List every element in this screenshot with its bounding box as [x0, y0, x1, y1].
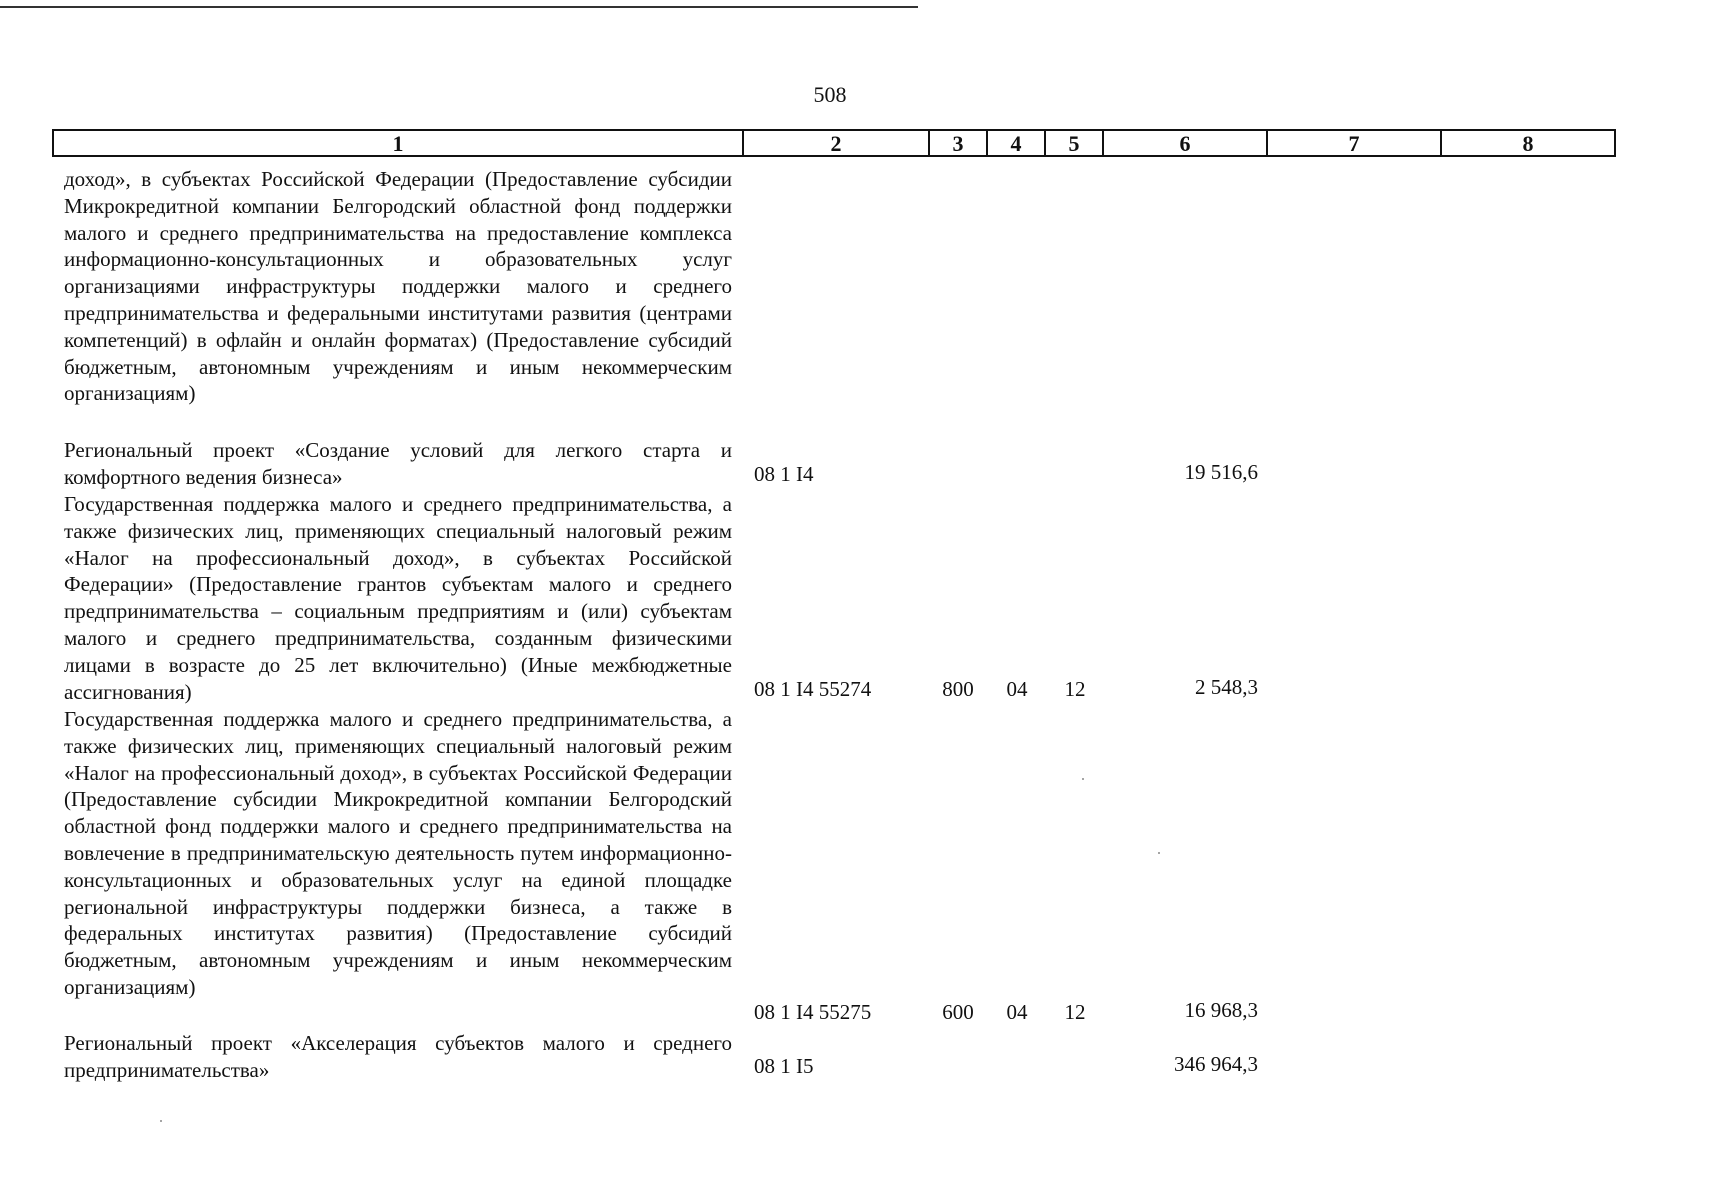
table-row-description: Государственная поддержка малого и среднего предпринимательства, а также физических лиц, применяющих специальный налоговый режим «Налог на профессиональный доход», в субъектах Российской Федерации (Предоставление субсидии Микрокредитной компании Белгородский областной фонд поддержки малого и среднего предпринимательства на вовлечение в предпринимательскую деятельность путем информационно-консультационных и образовательных услуг на единой площадке региональной инфраструктуры поддержки бизнеса, а также в федеральных институтах развития) (Предоставление субсидий бюджетным, автономным учреждениям и иным некоммерческим организациям)	[64, 707, 732, 999]
column-header-7: 7	[1268, 131, 1442, 155]
table-row-description: Региональный проект «Создание условий для легкого старта и комфортного ведения бизнеса»	[64, 438, 732, 489]
column-header-1: 1	[54, 131, 744, 155]
scan-edge-line	[0, 6, 918, 8]
page-number: 508	[813, 82, 847, 107]
table-row-description: доход», в субъектах Российской Федерации (Предоставление субсидии Микрокредитной компании Белгородский областной фонд поддержки малого и среднего предпринимательства на предоставление комплекса информационно-консультационных и образовательных услуг организациями инфраструктуры поддержки малого и среднего предпринимательства и федеральными институтами развития (центрами компетенций) в офлайн и онлайн форматах) (Предоставление субсидий бюджетным, автономным учреждениям и иным некоммерческим организациям)	[64, 167, 732, 406]
table-row-col5: 12	[1064, 1000, 1086, 1024]
table-row-amount: 16 968,3	[1184, 998, 1258, 1022]
column-header-5: 5	[1046, 131, 1104, 155]
column-header-4: 4	[988, 131, 1046, 155]
table-row-col4: 04	[1006, 1000, 1028, 1024]
table-row-code: 08 1 I5	[754, 1054, 814, 1078]
table-row-code: 08 1 I4	[754, 462, 814, 486]
table-row-code: 08 1 I4 55274	[754, 677, 872, 701]
scan-speck	[1158, 852, 1160, 854]
table-row-col4: 04	[1006, 677, 1028, 701]
table-row-amount: 2 548,3	[1195, 675, 1258, 699]
table-row-code: 08 1 I4 55275	[754, 1000, 872, 1024]
scan-speck	[1082, 778, 1084, 780]
column-header-2: 2	[744, 131, 930, 155]
column-header-8: 8	[1522, 131, 1534, 156]
column-header-3: 3	[930, 131, 988, 155]
table-row-col3: 800	[942, 677, 974, 701]
table-row-description: Государственная поддержка малого и среднего предпринимательства, а также физических лиц, применяющих специальный налоговый режим «Налог на профессиональный доход», в субъектах Российской Федерации» (Предоставление грантов субъектам малого и среднего предпринимательства – социальным предприятиям и (или) субъектам малого и среднего предпринимательства, созданным физическими лицами в возрасте до 25 лет включительно) (Иные межбюджетные ассигнования)	[64, 492, 732, 704]
table-row-amount: 19 516,6	[1184, 460, 1258, 484]
table-header-row	[52, 129, 1616, 157]
column-header-6: 6	[1104, 131, 1268, 155]
table-row-col3: 600	[942, 1000, 974, 1024]
table-row-amount: 346 964,3	[1174, 1052, 1258, 1076]
scan-speck	[160, 1120, 162, 1122]
table-row-description: Региональный проект «Акселерация субъектов малого и среднего предпринимательства»	[64, 1031, 732, 1082]
table-row-col5: 12	[1064, 677, 1086, 701]
